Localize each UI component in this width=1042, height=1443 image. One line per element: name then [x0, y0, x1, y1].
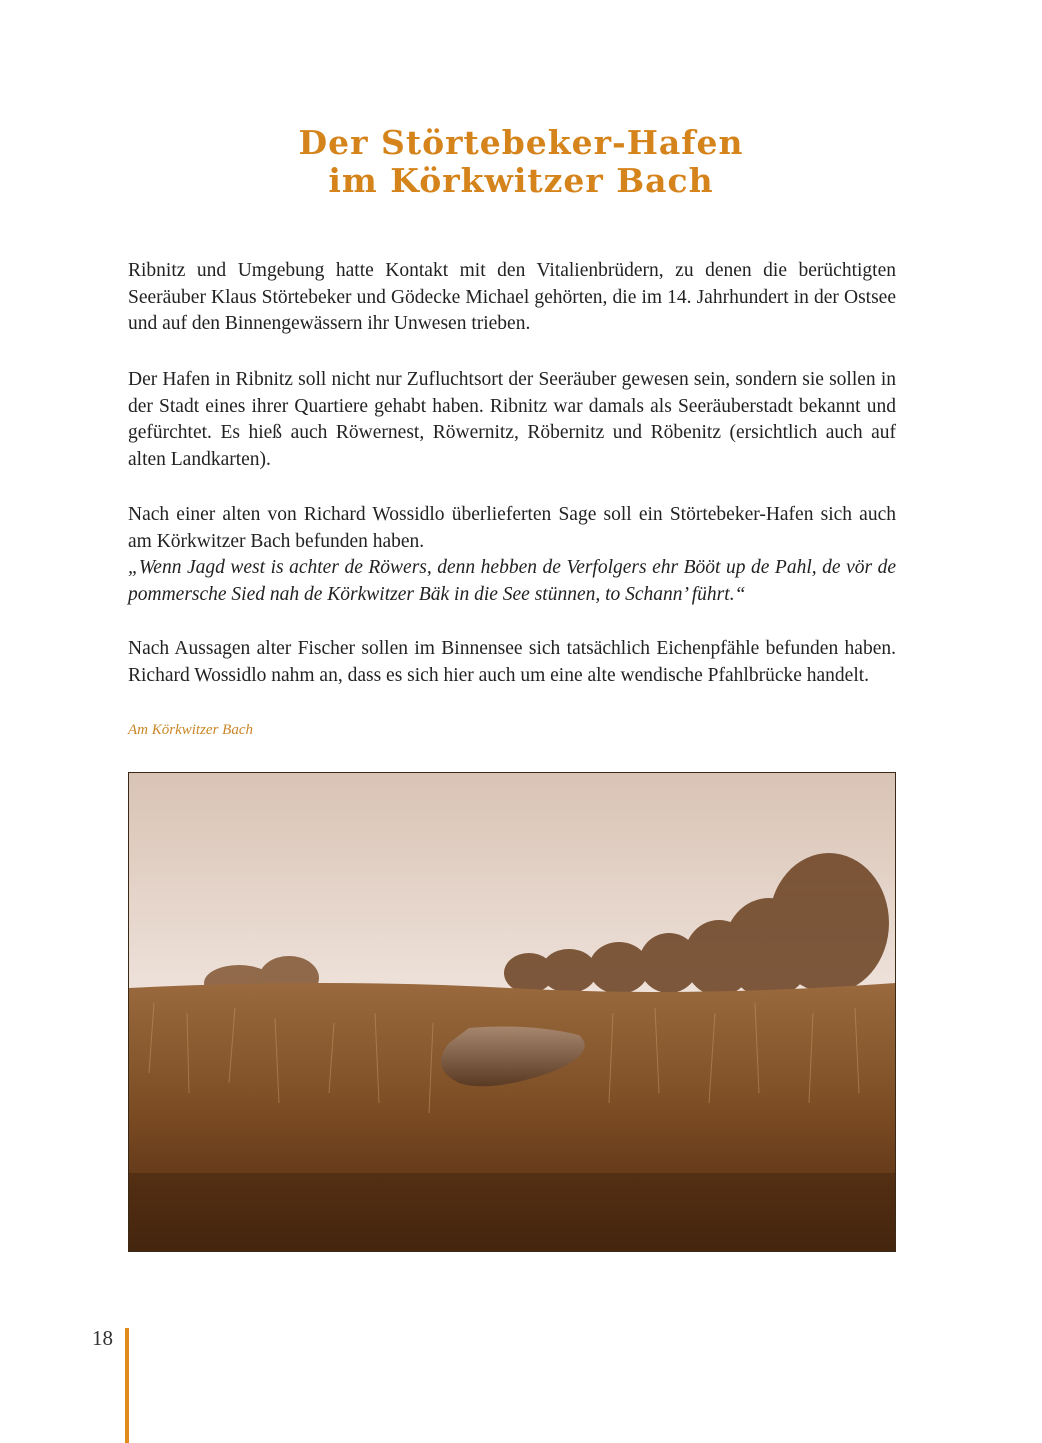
page-accent-bar [125, 1328, 129, 1443]
title-line-1: Der Störtebeker-Hafen [298, 123, 744, 162]
paragraph-4: Nach Aussagen alter Fischer sollen im Binnensee sich tatsächlich Eichenpfähle befunden haben. Richard Wossidlo nahm an, dass es sich hier auch um eine alte wendische Pfahlbrücke handelt. [128, 638, 896, 686]
paragraph-1: Ribnitz und Umgebung hatte Kontakt mit den Vitalienbrüdern, zu denen die berüchtigten Seeräuber Klaus Störtebeker und Gödecke Michael gehörten, die im 14. Jahrhundert in der Ostsee und auf den Binnengewässern ihr Unwesen trieben. [128, 260, 896, 334]
photo-caption: Am Körkwitzer Bach [128, 722, 253, 738]
page-number: 18 [92, 1326, 113, 1350]
paragraph-3 [128, 502, 896, 608]
landscape-photo [128, 772, 896, 1252]
paragraph-3-text: Nach einer alten von Richard Wossidlo überlieferten Sage soll ein Störtebeker-Hafen sich auch am Körkwitzer Bach befunden haben. [128, 504, 896, 552]
page-title [0, 124, 1042, 200]
title-line-2: im Körkwitzer Bach [328, 161, 714, 200]
dialect-quote: „Wenn Jagd west is achter de Röwers, denn hebben de Verfolgers ehr Bööt up de Pahl, de vör de pommersche Sied nah de Körkwitzer Bäk in die See stünnen, to Schann’ führt.“ [128, 557, 896, 605]
paragraph-2: Der Hafen in Ribnitz soll nicht nur Zufluchtsort der Seeräuber gewesen sein, sondern sie sollen in der Stadt eines ihrer Quartiere gehabt haben. Ribnitz war damals als Seeräuberstadt bekannt und gefürchtet. Es hieß auch Röwernest, Röwernitz, Röbernitz und Röbenitz (ersichtlich auch auf alten Landkarten). [128, 369, 896, 470]
